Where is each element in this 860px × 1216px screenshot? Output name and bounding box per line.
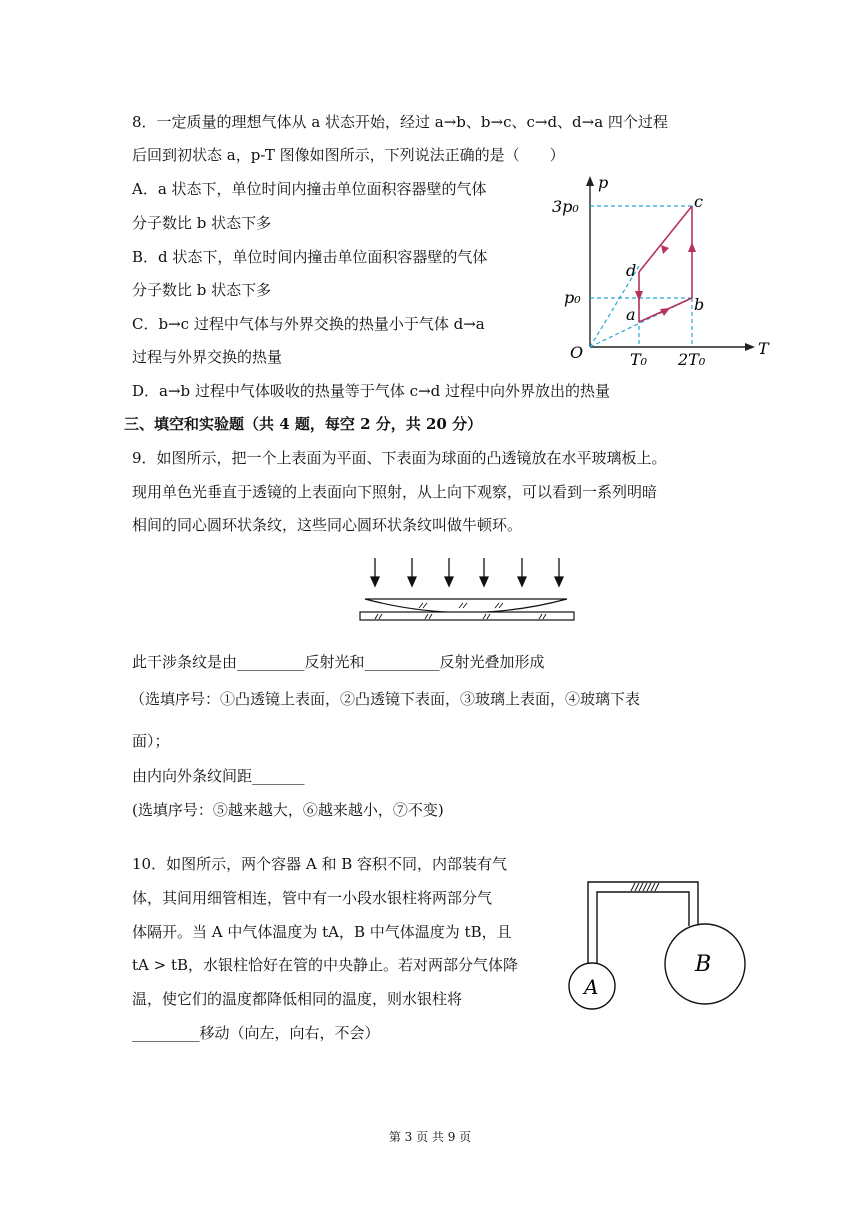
- y-tick-3p0: 3p₀: [552, 197, 579, 216]
- q9-blank2: 由内向外条纹间距_______: [132, 767, 305, 785]
- q8-option-d: D．a→b 过程中气体吸收的热量等于气体 c→d 过程中向外界放出的热量: [132, 382, 611, 400]
- q9-choices1-cont: 面）；: [132, 732, 170, 750]
- q10-line3: 体隔开。当 A 中气体温度为 tA，B 中气体温度为 tB，且: [132, 923, 512, 941]
- point-a: a: [626, 305, 636, 324]
- q10-line5: 温，使它们的温度都降低相同的温度，则水银柱将: [132, 990, 463, 1008]
- q9-line3: 相间的同心圆环状条纹，这些同心圆环状条纹叫做牛顿环。: [132, 516, 523, 534]
- pt-graph: [550, 172, 780, 372]
- q8-option-c-cont: 过程与外界交换的热量: [132, 348, 283, 366]
- page-footer: 第 3 页 共 9 页: [388, 1130, 472, 1144]
- q8-option-b: B．d 状态下，单位时间内撞击单位面积容器壁的气体: [132, 248, 488, 266]
- q9-blank1: 此干涉条纹是由_________反射光和__________反射光叠加形成: [132, 653, 545, 671]
- x-tick-t0: T₀: [630, 350, 648, 369]
- q8-option-c: C．b→c 过程中气体与外界交换的热量小于气体 d→a: [132, 315, 485, 333]
- point-c: c: [694, 192, 703, 211]
- q10-line6: _________移动（向左，向右，不会）: [132, 1024, 380, 1042]
- q8-option-b-cont: 分子数比 b 状态下多: [132, 281, 272, 299]
- point-d: d: [626, 261, 637, 280]
- newton-ring-diagram: [355, 556, 585, 636]
- q10-line4: tA > tB，水银柱恰好在管的中央静止。若对两部分气体降: [132, 956, 519, 974]
- section3-title: 三、填空和实验题（共 4 题，每空 2 分，共 20 分）: [124, 415, 483, 433]
- container-a-label: A: [584, 975, 599, 999]
- q8-stem-line2: 后回到初状态 a，p-T 图像如图所示，下列说法正确的是（ ）: [132, 146, 565, 164]
- q8-option-a: A．a 状态下，单位时间内撞击单位面积容器壁的气体: [132, 180, 487, 198]
- q9-choices2: (选填序号：⑤越来越大，⑥越来越小，⑦不变): [132, 801, 444, 819]
- q8-option-a-cont: 分子数比 b 状态下多: [132, 214, 272, 232]
- container-b-label: B: [695, 952, 712, 977]
- point-b: b: [694, 295, 705, 314]
- q9-line1: 9．如图所示，把一个上表面为平面、下表面为球面的凸透镜放在水平玻璃板上。: [132, 449, 667, 467]
- y-tick-p0: p₀: [564, 288, 581, 307]
- x-axis-label: T: [758, 339, 769, 358]
- q8-stem-line1: 8．一定质量的理想气体从 a 状态开始，经过 a→b、b→c、c→d、d→a 四个过程: [132, 113, 668, 131]
- q9-choices1: （选填序号：①凸透镜上表面，②凸透镜下表面，③玻璃上表面，④玻璃下表: [130, 690, 641, 708]
- origin-label: O: [570, 343, 584, 362]
- x-tick-2t0: 2T₀: [678, 350, 706, 369]
- q10-line1: 10．如图所示，两个容器 A 和 B 容积不同，内部装有气: [132, 855, 508, 873]
- q10-line2: 体，其间用细管相连，管中有一小段水银柱将两部分气: [132, 889, 493, 907]
- container-diagram: [565, 878, 750, 1018]
- q9-line2: 现用单色光垂直于透镜的上表面向下照射，从上向下观察，可以看到一系列明暗: [132, 483, 658, 501]
- y-axis-label: p: [598, 173, 609, 192]
